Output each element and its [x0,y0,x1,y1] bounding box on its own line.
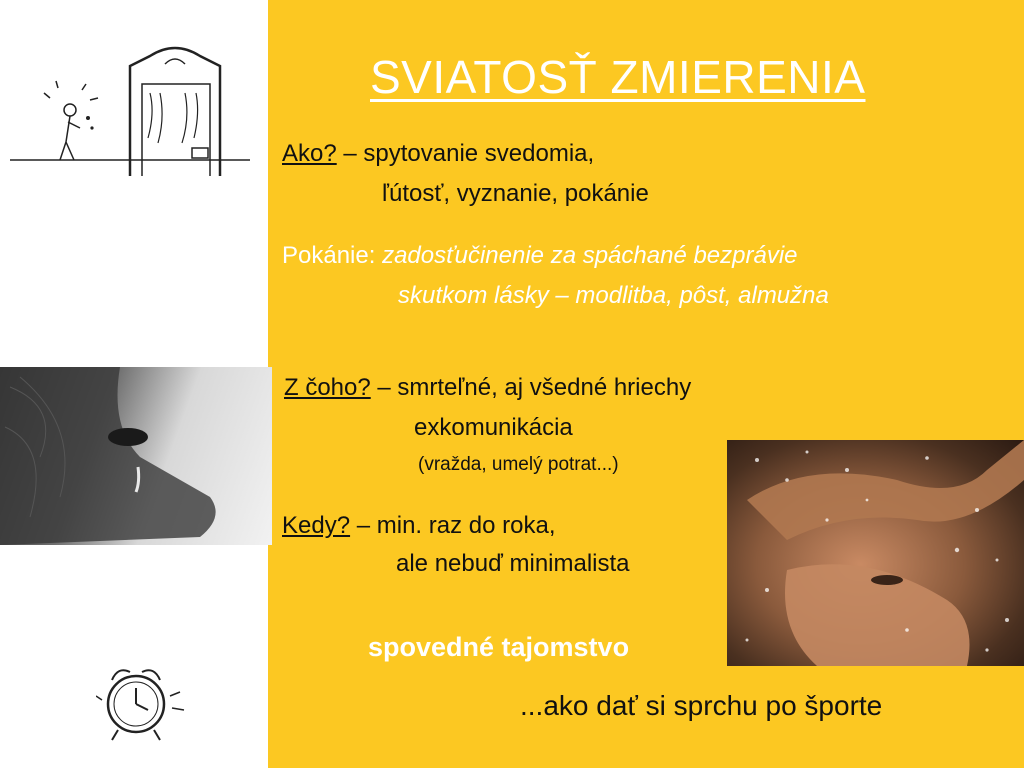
shower-face-image [727,440,1024,666]
ako-line-2: ľútosť, vyznanie, pokánie [382,180,649,207]
kedy-line-1 [282,512,555,540]
zcoho-label: Z čoho? [284,374,371,401]
kedy-line-2: ale nebuď minimalista [396,550,630,577]
confession-secret-text: spovedné tajomstvo [368,632,630,662]
zcoho-line-1 [284,374,691,402]
pokanie-text-1: zadosťučinenie za spáchané bezprávie [382,242,798,269]
zcoho-line-2: exkomunikácia [414,414,573,441]
ako-label: Ako? [282,140,337,167]
pokanie-line-1 [282,242,798,270]
confession-booth-sketch-image [10,38,250,180]
zcoho-text-1: – smrteľné, aj všedné hriechy [370,374,692,401]
ako-text-1: – spytovanie svedomia, [336,140,595,167]
tearful-face-image [0,367,272,545]
pokanie-line-2: skutkom lásky – modlitba, pôst, almužna [398,282,829,309]
ako-line-1 [282,140,594,168]
kedy-text-1: – min. raz do roka, [350,512,556,539]
kedy-label: Kedy? [282,512,351,539]
pokanie-label: Pokánie: [282,242,376,269]
slide-title: SVIATOSŤ ZMIERENIA [370,51,866,103]
zcoho-line-3: (vražda, umelý potrat...) [418,454,619,475]
closing-line: ...ako dať si sprchu po športe [520,690,883,721]
alarm-clock-sketch-image [96,656,188,748]
